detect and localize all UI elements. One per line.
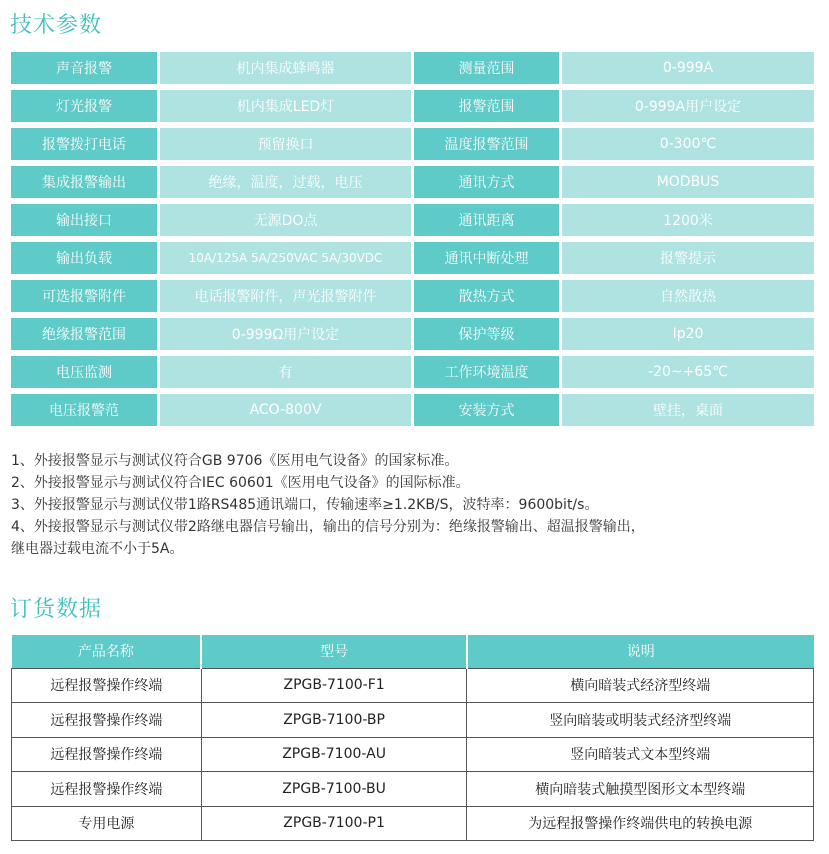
spec-label: 工作环境温度 [414,356,559,388]
spec-row [11,356,814,388]
product-name-cell: 远程报警操作终端 [12,703,202,738]
table-row [12,772,814,807]
spec-label: 通讯距离 [414,204,559,236]
order-header-row [12,635,814,668]
note-item: 1、外接报警显示与测试仪符合GB 9706《医用电气设备》的国家标准。 [11,453,459,469]
spec-row [11,318,814,350]
spec-label: 可选报警附件 [11,280,157,312]
table-row [12,806,814,841]
spec-value: 0-999A [562,52,814,84]
spec-label: 散热方式 [414,280,559,312]
spec-value: -20~+65℃ [562,356,814,388]
model-cell: ZPGB-7100-BP [201,703,467,738]
spec-label: 安装方式 [414,394,559,426]
spec-value: 无源DO点 [160,204,411,236]
spec-value: 壁挂，桌面 [562,394,814,426]
spec-label: 输出接口 [11,204,157,236]
table-row [12,703,814,738]
spec-value: Ip20 [562,318,814,350]
product-name-cell: 远程报警操作终端 [12,737,202,772]
description-cell: 竖向暗装或明装式经济型终端 [467,703,814,738]
spec-value: 0-999Ω用户设定 [160,318,411,350]
description-cell: 为远程报警操作终端供电的转换电源 [467,806,814,841]
notes-list [11,450,821,560]
description-cell: 竖向暗装式文本型终端 [467,737,814,772]
spec-row [11,90,814,122]
model-cell: ZPGB-7100-F1 [201,668,467,703]
table-row [12,737,814,772]
spec-row [11,242,814,274]
description-cell: 横向暗装式触摸型图形文本型终端 [467,772,814,807]
spec-value: 预留换口 [160,128,411,160]
spec-value: ACO-800V [160,394,411,426]
spec-label: 报警拨打电话 [11,128,157,160]
spec-label: 灯光报警 [11,90,157,122]
spec-value: 10A/125A 5A/250VAC 5A/30VDC [160,242,411,274]
spec-value: MODBUS [562,166,814,198]
spec-value: 有 [160,356,411,388]
note-item: 4、外接报警显示与测试仪带2路继电器信号输出，输出的信号分别为：绝缘报警输出、超温报警输出， [11,519,645,535]
spec-label: 集成报警输出 [11,166,157,198]
spec-value: 报警提示 [562,242,814,274]
spec-row [11,52,814,84]
spec-value: 0-300℃ [562,128,814,160]
note-item: 2、外接报警显示与测试仪符合IEC 60601《医用电气设备》的国际标准。 [11,475,470,491]
header-product-name: 产品名称 [12,635,202,668]
model-cell: ZPGB-7100-P1 [201,806,467,841]
spec-row [11,166,814,198]
spec-label: 通讯中断处理 [414,242,559,274]
spec-value: 机内集成LED灯 [160,90,411,122]
spec-row [11,204,814,236]
product-name-cell: 专用电源 [12,806,202,841]
spec-row [11,280,814,312]
note-item: 继电器过载电流不小于5A。 [11,541,184,557]
order-table [11,635,814,841]
product-name-cell: 远程报警操作终端 [12,668,202,703]
spec-label: 保护等级 [414,318,559,350]
spec-label: 电压监测 [11,356,157,388]
spec-label: 温度报警范围 [414,128,559,160]
spec-value: 1200米 [562,204,814,236]
spec-row [11,128,814,160]
spec-value: 自然散热 [562,280,814,312]
tech-params-title: 技术参数 [10,13,103,38]
spec-value: 电话报警附件，声光报警附件 [160,280,411,312]
table-row [12,668,814,703]
spec-value: 0-999A用户设定 [562,90,814,122]
spec-label: 通讯方式 [414,166,559,198]
model-cell: ZPGB-7100-AU [201,737,467,772]
spec-label: 绝缘报警范围 [11,318,157,350]
order-data-title: 订货数据 [10,597,103,622]
spec-label: 电压报警范 [11,394,157,426]
model-cell: ZPGB-7100-BU [201,772,467,807]
note-item: 3、外接报警显示与测试仪带1路RS485通讯端口，传输速率≥1.2KB/S，波特率：9600bit/s。 [11,497,599,513]
spec-value: 绝缘，温度，过载，电压 [160,166,411,198]
product-name-cell: 远程报警操作终端 [12,772,202,807]
header-model: 型号 [201,635,467,668]
header-description: 说明 [467,635,814,668]
description-cell: 横向暗装式经济型终端 [467,668,814,703]
spec-label: 测量范围 [414,52,559,84]
spec-value: 机内集成蜂鸣器 [160,52,411,84]
spec-table [11,52,814,432]
spec-label: 报警范围 [414,90,559,122]
spec-label: 输出负载 [11,242,157,274]
spec-label: 声音报警 [11,52,157,84]
spec-row [11,394,814,426]
